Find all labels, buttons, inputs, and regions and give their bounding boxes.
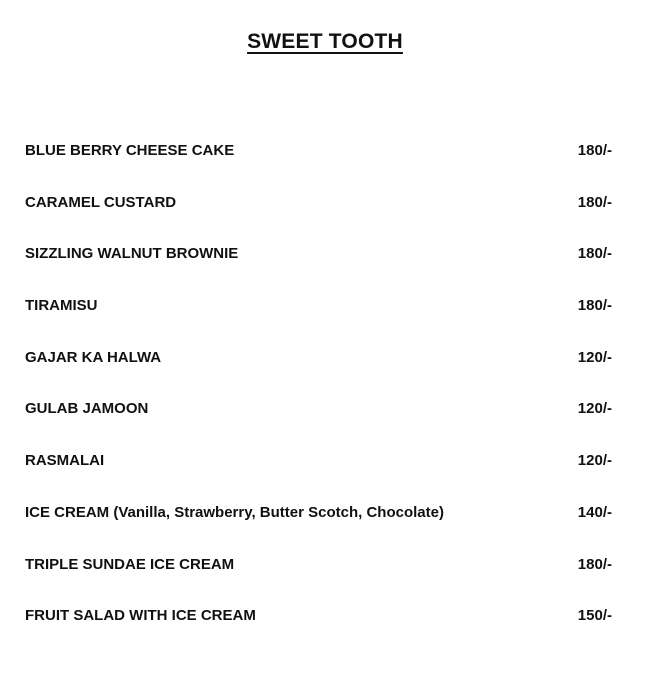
item-price: 180/- bbox=[577, 142, 612, 159]
item-name: FRUIT SALAD WITH ICE CREAM bbox=[25, 607, 256, 625]
item-price: 180/- bbox=[577, 555, 612, 573]
menu-item bbox=[25, 452, 612, 504]
menu-item bbox=[25, 349, 612, 401]
item-name: TIRAMISU bbox=[25, 297, 98, 315]
item-price: 180/- bbox=[577, 297, 612, 315]
item-name: SIZZLING WALNUT BROWNIE bbox=[25, 245, 239, 263]
item-price: 120/- bbox=[577, 400, 612, 418]
item-name: ICE CREAM (Vanilla, Strawberry, Butter Scotch, Chocolate) bbox=[25, 503, 444, 521]
item-name: BLUE BERRY CHEESE CAKE bbox=[25, 142, 235, 159]
menu-title-text: SWEET TOOTH bbox=[247, 30, 403, 53]
menu-item bbox=[25, 142, 612, 194]
menu-item bbox=[25, 400, 612, 452]
menu-item bbox=[25, 504, 612, 556]
menu-title bbox=[0, 30, 650, 54]
menu-item bbox=[25, 245, 612, 297]
item-name: GAJAR KA HALWA bbox=[25, 348, 162, 366]
item-price: 120/- bbox=[577, 348, 612, 366]
menu-item bbox=[25, 194, 612, 246]
item-price: 180/- bbox=[577, 245, 612, 263]
item-name: GULAB JAMOON bbox=[25, 400, 149, 418]
item-name: RASMALAI bbox=[25, 452, 105, 470]
menu-item bbox=[25, 556, 612, 608]
item-price: 120/- bbox=[577, 452, 612, 470]
item-price: 180/- bbox=[577, 193, 612, 211]
menu-item bbox=[25, 607, 612, 659]
menu-item bbox=[25, 297, 612, 349]
item-name: TRIPLE SUNDAE ICE CREAM bbox=[25, 555, 235, 573]
item-price: 140/- bbox=[577, 503, 612, 521]
item-price: 150/- bbox=[577, 607, 612, 625]
item-name: CARAMEL CUSTARD bbox=[25, 193, 177, 211]
menu-list bbox=[25, 142, 612, 659]
